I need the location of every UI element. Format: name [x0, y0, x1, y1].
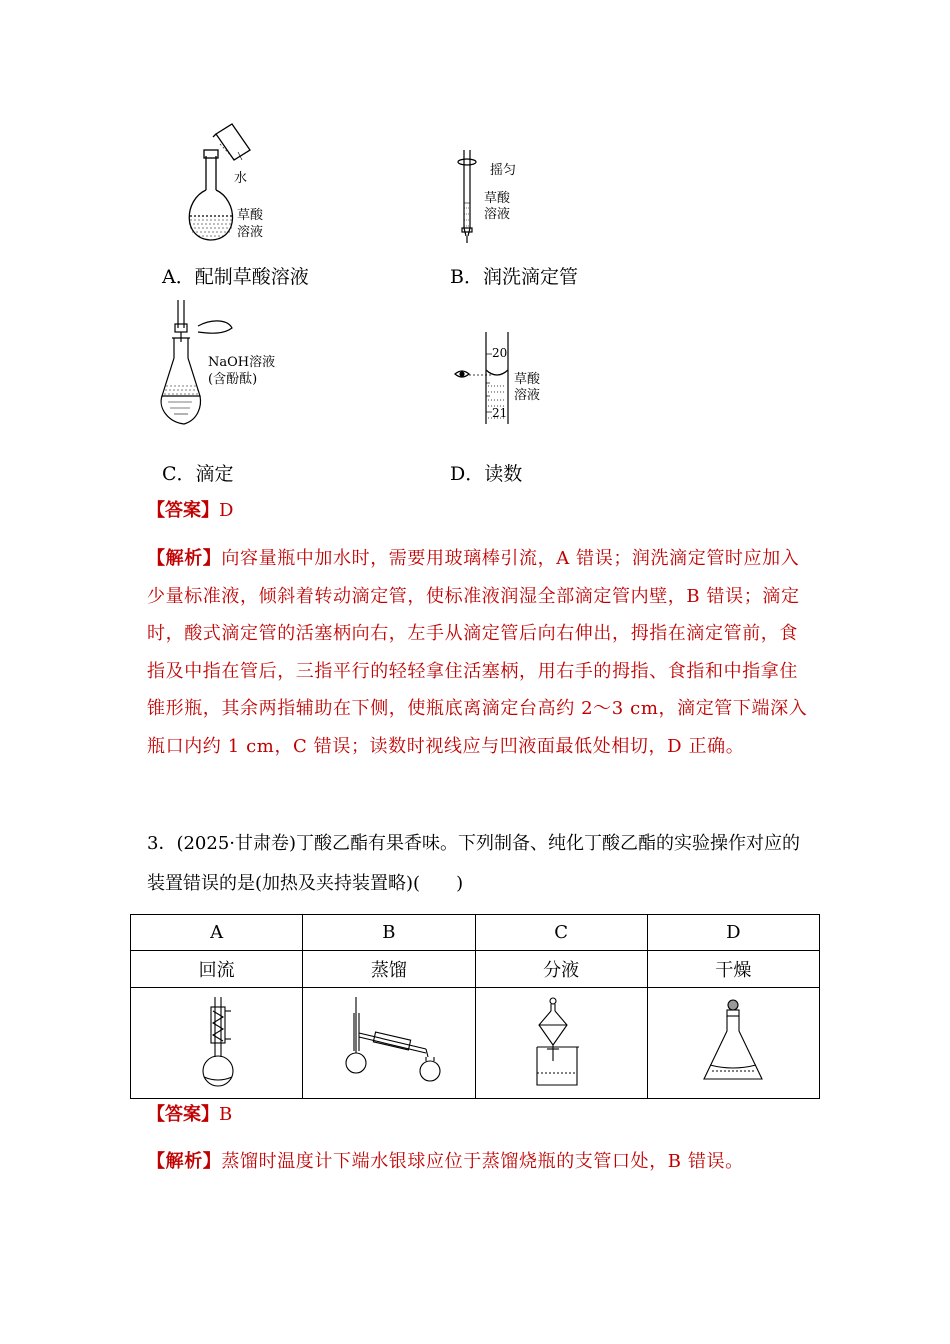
answer-2: [147, 1100, 232, 1126]
fig-c-caption: C．滴定: [162, 463, 234, 485]
option-c-apparatus: [475, 988, 647, 1099]
analysis-1: [147, 540, 812, 765]
analysis-1-text: 向容量瓶中加水时，需要用玻璃棒引流，A 错误；润洗滴定管时应加入少量标准液，倾斜着转动滴定管，使标准液润湿全部滴定管内壁，B 错误；滴定时，酸式滴定管的活塞柄向右，左手从滴定管后向右伸出，拇指在滴定管前，食指及中指在管后，三指平行的轻轻拿住活塞柄，用右手的拇指、食指和中指拿住锥形瓶，其余两指辅助在下侧，使瓶底离滴定台高约 2～3 cm，滴定管下端深入瓶口内约 1 cm，C 错误；读数时视线应与凹液面最低处相切，D 正确。: [147, 548, 808, 757]
fig-a-solution-label-1: 草酸: [237, 208, 264, 223]
answer-1: [147, 496, 233, 522]
fig-a-water-label: 水: [234, 171, 248, 186]
fig-b-solution-label-2: 溶液: [484, 207, 511, 222]
analysis-2: [147, 1143, 812, 1181]
fig-d-tick-20: 20: [492, 346, 508, 360]
option-c-operation: 分液: [475, 951, 647, 988]
option-c-header: C: [475, 915, 647, 951]
reflux-apparatus-drawing: [187, 993, 247, 1093]
fig-b-shake-label: 摇匀: [490, 163, 517, 178]
question-3-source: (2025·甘肃卷): [176, 833, 297, 854]
answer-2-value: B: [219, 1104, 233, 1125]
answer-2-tag: 【答案】: [147, 1104, 219, 1125]
option-a-header: A: [131, 915, 303, 951]
option-b-apparatus: [303, 988, 475, 1099]
question-3: [147, 824, 812, 904]
fig-c-phenolphthalein-label: (含酚酞): [208, 372, 258, 387]
fig-d-solution-label-1: 草酸: [514, 372, 541, 387]
analysis-2-tag: 【解析】: [147, 1151, 222, 1172]
distillation-apparatus-drawing: [334, 993, 444, 1093]
options-table: [130, 914, 820, 1099]
answer-1-tag: 【答案】: [147, 500, 219, 521]
question-3-number: 3．: [147, 833, 177, 854]
fig-a-solution-label-2: 溶液: [237, 225, 264, 240]
option-d-header: D: [647, 915, 819, 951]
table-header-row: [131, 915, 820, 951]
fig-c-naoh-label: NaOH溶液: [208, 355, 276, 370]
fig-d-tick-21: 21: [492, 406, 508, 420]
question-3-text: 丁酸乙酯有果香味。下列制备、纯化丁酸乙酯的实验操作对应的装置错误的是(加热及夹持装置略)( ): [147, 833, 801, 894]
option-b-header: B: [303, 915, 475, 951]
table-apparatus-row: [131, 988, 820, 1099]
option-d-operation: 干燥: [647, 951, 819, 988]
fig-d-caption: D．读数: [450, 463, 523, 485]
analysis-1-tag: 【解析】: [147, 548, 222, 569]
answer-1-value: D: [219, 500, 234, 521]
analysis-2-text: 蒸馏时温度计下端水银球应位于蒸馏烧瓶的支管口处，B 错误。: [221, 1151, 744, 1172]
option-d-apparatus: [647, 988, 819, 1099]
fig-d-solution-label-2: 溶液: [514, 388, 541, 403]
option-a-operation: 回流: [131, 951, 303, 988]
separatory-funnel-drawing: [531, 993, 591, 1093]
option-b-operation: 蒸馏: [303, 951, 475, 988]
fig-b-caption: B．润洗滴定管: [450, 266, 578, 288]
fig-b-solution-label-1: 草酸: [484, 191, 511, 206]
option-a-apparatus: [131, 988, 303, 1099]
fig-a-caption: A．配制草酸溶液: [162, 266, 309, 288]
drying-flask-drawing: [698, 993, 768, 1093]
table-operation-row: [131, 951, 820, 988]
